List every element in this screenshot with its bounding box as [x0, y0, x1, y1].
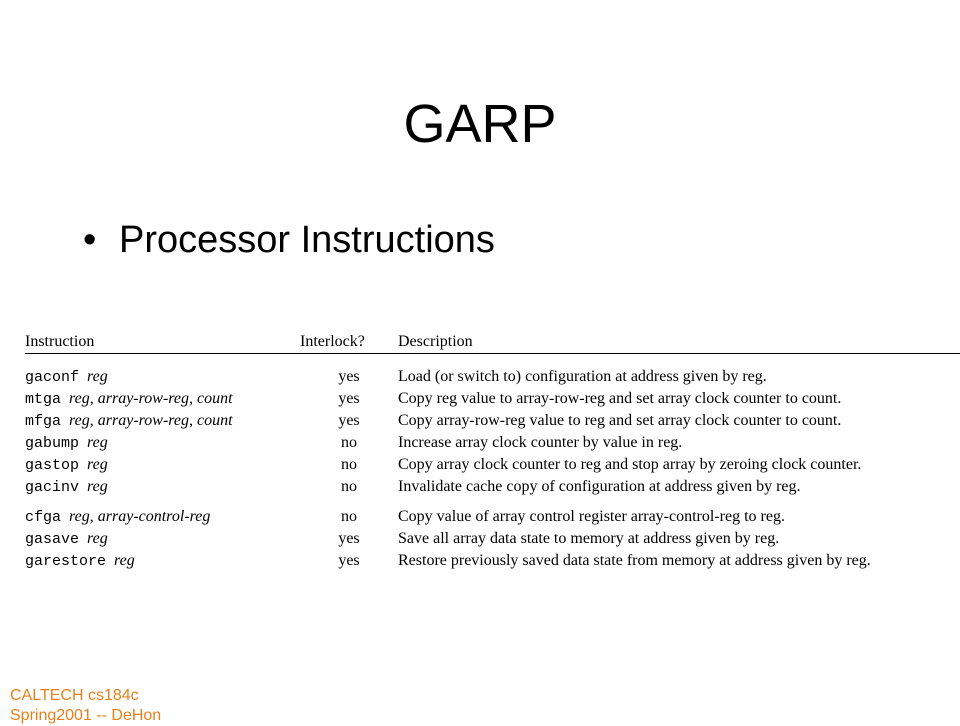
footer-course: CALTECH cs184c	[10, 687, 139, 704]
description-cell: Copy reg value to array-row-reg and set array clock counter to count.	[398, 390, 842, 407]
interlock-cell: yes	[338, 390, 360, 407]
instruction-opcode: gabump	[25, 435, 80, 452]
instruction-args: reg	[87, 456, 108, 473]
table-row	[25, 410, 960, 432]
instruction-args: reg	[87, 368, 108, 385]
slide-title: GARP	[403, 94, 557, 154]
table-row	[25, 476, 960, 498]
instruction-opcode: cfga	[25, 509, 62, 526]
table-row	[25, 454, 960, 476]
bullet-item	[83, 212, 495, 268]
instruction-opcode: mfga	[25, 413, 62, 430]
instruction-args: reg	[114, 552, 135, 569]
interlock-cell: no	[341, 508, 357, 525]
description-cell: Copy array-row-reg value to reg and set array clock counter to count.	[398, 412, 842, 429]
instruction-opcode: garestore	[25, 553, 107, 570]
table-header-row	[25, 331, 960, 354]
table-body	[25, 354, 960, 573]
instruction-args: reg	[87, 434, 108, 451]
instruction-cell	[25, 476, 300, 498]
instruction-args: reg, array-row-reg, count	[69, 390, 233, 407]
instruction-cell	[25, 366, 300, 388]
description-cell: Copy value of array control register array-control-reg to reg.	[398, 508, 785, 525]
interlock-cell: no	[341, 434, 357, 451]
table-row	[25, 366, 960, 388]
header-interlock: Interlock?	[300, 331, 398, 354]
table-row	[25, 550, 960, 572]
interlock-cell: no	[341, 456, 357, 473]
bullet-dot-icon: •	[83, 219, 97, 261]
interlock-cell: yes	[338, 552, 360, 569]
description-cell: Save all array data state to memory at address given by reg.	[398, 530, 780, 547]
description-cell: Load (or switch to) configuration at address given by reg.	[398, 368, 767, 385]
instruction-cell	[25, 506, 300, 528]
group-gap	[25, 498, 960, 506]
instruction-cell	[25, 454, 300, 476]
instruction-args: reg	[87, 478, 108, 495]
gap-cell	[25, 498, 960, 506]
interlock-cell: yes	[338, 530, 360, 547]
instruction-opcode: gastop	[25, 457, 80, 474]
instruction-opcode: gasave	[25, 531, 80, 548]
description-cell: Increase array clock counter by value in reg.	[398, 434, 683, 451]
instruction-args: reg	[87, 530, 108, 547]
table-row	[25, 506, 960, 528]
instruction-table	[25, 331, 960, 572]
instruction-cell	[25, 388, 300, 410]
description-cell: Invalidate cache copy of configuration at address given by reg.	[398, 478, 801, 495]
spacer-cell	[25, 354, 960, 367]
instruction-opcode: gacinv	[25, 479, 80, 496]
header-spacer	[25, 354, 960, 367]
footer	[10, 686, 161, 726]
description-cell: Restore previously saved data state from memory at address given by reg.	[398, 552, 871, 569]
instruction-opcode: mtga	[25, 391, 62, 408]
bullet-text: Processor Instructions	[119, 219, 495, 261]
description-cell: Copy array clock counter to reg and stop array by zeroing clock counter.	[398, 456, 862, 473]
instruction-cell	[25, 432, 300, 454]
table-row	[25, 528, 960, 550]
instruction-cell	[25, 410, 300, 432]
header-description: Description	[398, 331, 960, 354]
table-row	[25, 432, 960, 454]
interlock-cell: yes	[338, 368, 360, 385]
interlock-cell: no	[341, 478, 357, 495]
instruction-cell	[25, 550, 300, 572]
table-row	[25, 388, 960, 410]
instruction-args: reg, array-row-reg, count	[69, 412, 233, 429]
instruction-args: reg, array-control-reg	[69, 508, 211, 525]
footer-term: Spring2001 -- DeHon	[10, 707, 162, 724]
header-instruction: Instruction	[25, 331, 300, 354]
instruction-cell	[25, 528, 300, 550]
instruction-opcode: gaconf	[25, 369, 80, 386]
interlock-cell: yes	[338, 412, 360, 429]
